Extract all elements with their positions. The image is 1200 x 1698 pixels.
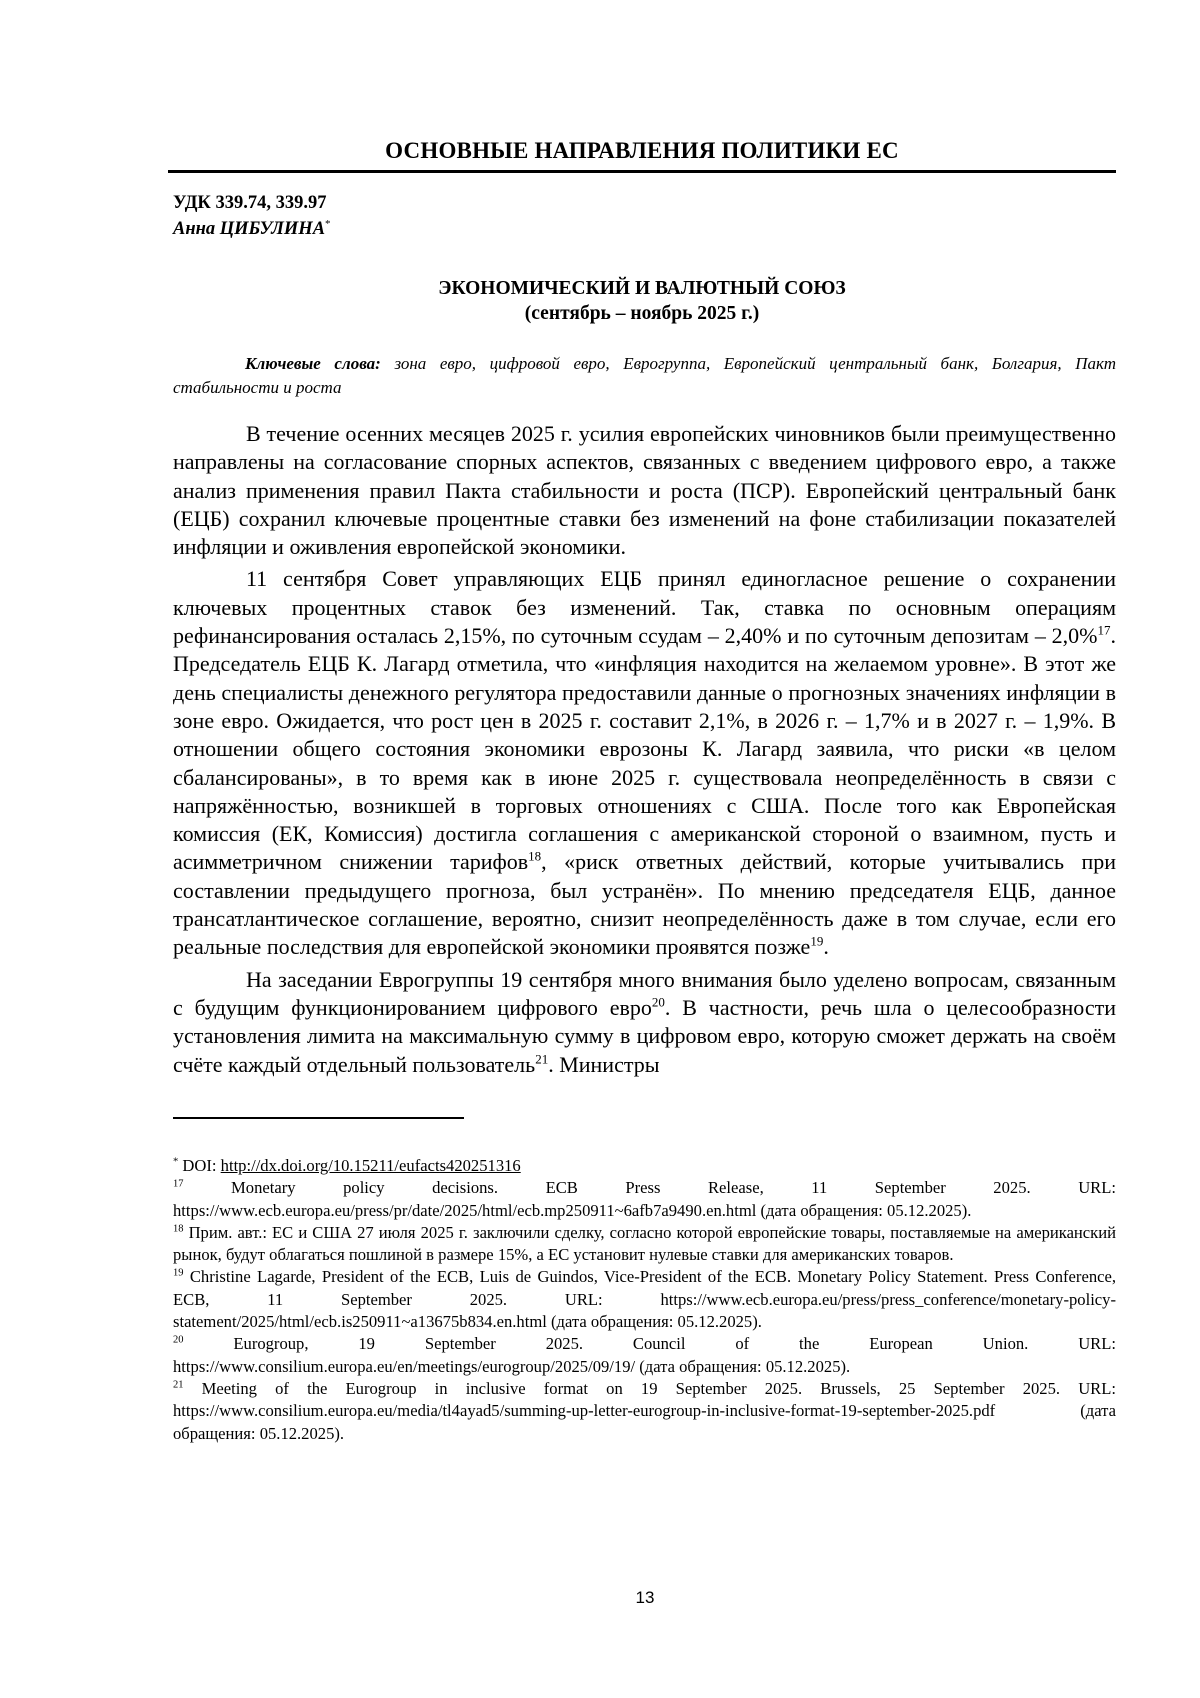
- keywords-text: зона евро, цифровой евро, Еврогруппа, Европейский центральный банк, Болгария, Пакт стабильности и роста: [173, 354, 1117, 397]
- title-line-2: (сентябрь – ноябрь 2025 г.): [524, 303, 760, 324]
- footnote-20-number: 20: [173, 1334, 184, 1346]
- footnote-18: [173, 1222, 1116, 1267]
- footnote-ref-21: 21: [535, 1051, 549, 1067]
- author-name: [173, 218, 331, 240]
- footnote-doi: [173, 1155, 1116, 1177]
- author-footnote-mark: *: [325, 218, 331, 230]
- footnote-20-text: Eurogroup, 19 September 2025. Council of the European Union. URL: https://www.consilium.europa.eu/en/meetings/eurogroup/2025/09/19/ (дата обращения: 05.12.2025).: [173, 1334, 1116, 1376]
- keywords-label: Ключевые слова:: [245, 354, 381, 373]
- footnote-21-text: Meeting of the Eurogroup in inclusive format on 19 September 2025. Brussels, 25 September 2025. URL: https://www.consilium.europa.eu/media/tl4ayad5/summing-up-letter-eurogroup-in-inclusive-format-19-september-2025.pdf (дата обращения: 05.12.2025).: [173, 1378, 1116, 1443]
- footnote-ref-20: 20: [651, 994, 665, 1010]
- footnote-19-text: Christine Lagarde, President of the ECB, Luis de Guindos, Vice-President of the ECB. Monetary Policy Statement. Press Conference, ECB, 11 September 2025. URL: https://www.ecb.europa.eu/press/press_conference/monetary-policy-statement/2025/html/ecb.is250911~a13675b834.en.html (дата обращения: 05.12.2025).: [173, 1267, 1116, 1332]
- article-body: [173, 420, 1116, 1083]
- title-line-1: ЭКОНОМИЧЕСКИЙ И ВАЛЮТНЫЙ СОЮЗ: [438, 278, 846, 299]
- footnote-17: [173, 1177, 1116, 1222]
- paragraph-3-text-a: На заседании Еврогруппы 19 сентября много внимания было уделено вопросам, связанным с будущим функционированием цифрового евро: [173, 966, 1116, 1020]
- author-name-text: Анна ЦИБУЛИНА: [173, 219, 326, 240]
- paragraph-1: В течение осенних месяцев 2025 г. усилия европейских чиновников были преимущественно направлены на согласование спорных аспектов, связанных с введением цифрового евро, а также анализ применения правил Пакта стабильности и роста (ПСР). Европейский центральный банк (ЕЦБ) сохранил ключевые процентные ставки без изменений на фоне стабилизации показателей инфляции и оживления европейской экономики.: [173, 421, 1116, 560]
- footnote-17-number: 17: [173, 1178, 184, 1190]
- footnote-18-text: Прим. авт.: ЕС и США 27 июля 2025 г. заключили сделку, согласно которой европейские товары, поставляемые на американский рынок, будут облагаться пошлиной в размере 15%, а ЕС установит нулевые ставки для американских товаров.: [173, 1222, 1116, 1265]
- udk-code: УДК 339.74, 339.97: [173, 193, 327, 213]
- doi-link[interactable]: http://dx.doi.org/10.15211/eufacts420251316: [220, 1156, 521, 1175]
- paragraph-3-text-b: . В частности, речь шла о целесообразности установления лимита на максимальную сумму в цифровом евро, которую сможет держать на своём счёте каждый отдельный пользователь: [173, 994, 1116, 1077]
- footnote-18-number: 18: [173, 1223, 184, 1235]
- footnote-separator: [173, 1117, 464, 1119]
- paragraph-2-text-d: .: [823, 934, 829, 960]
- footnote-ref-18: 18: [528, 849, 542, 865]
- paragraph-3: [173, 966, 1116, 1079]
- footnote-21: [173, 1378, 1116, 1445]
- paragraph-2-text-b: . Председатель ЕЦБ К. Лагард отметила, что «инфляция находится на желаемом уровне». В этот же день специалисты денежного регулятора предоставили данные о прогнозных значениях инфляции в зоне евро. Ожидается, что рост цен в 2025 г. составит 2,1%, в 2026 г. – 1,7% и в 2027 г. – 1,9%. В отношении общего состояния экономики еврозоны К. Лагард заявила, что риски «в целом сбалансированы», в то время как в июне 2025 г. существовала неопределённость в связи с напряжённостью, возникшей в торговых отношениях с США. После того как Европейская комиссия (ЕК, Комиссия) достигла соглашения с американской стороной о взаимном, пусть и асимметричном снижении тарифов: [173, 623, 1116, 875]
- footnote-19-number: 19: [173, 1267, 184, 1279]
- footnote-17-text: Monetary policy decisions. ECB Press Release, 11 September 2025. URL: https://www.ecb.europa.eu/press/pr/date/2025/html/ecb.mp250911~6afb7a9490.en.html (дата обращения: 05.12.2025).: [173, 1178, 1116, 1220]
- footnote-19: [173, 1266, 1116, 1333]
- footnote-doi-label: DOI:: [178, 1156, 221, 1175]
- page-number: 13: [635, 1588, 655, 1607]
- paragraph-3-text-c: . Министры: [548, 1051, 660, 1077]
- footnotes: [173, 1155, 1116, 1445]
- paragraph-2-text-a: 11 сентября Совет управляющих ЕЦБ принял единогласное решение о сохранении ключевых процентных ставок без изменений. Так, ставка по основным операциям рефинансирования осталась 2,15%, по суточным ссудам – 2,40% и по суточным депозитам – 2,0%: [173, 566, 1116, 649]
- footnote-ref-19: 19: [810, 934, 824, 950]
- article-title: [168, 276, 1116, 326]
- footnote-21-number: 21: [173, 1379, 184, 1391]
- header-rule: [168, 170, 1116, 173]
- section-header: ОСНОВНЫЕ НАПРАВЛЕНИЯ ПОЛИТИКИ ЕС: [385, 138, 899, 163]
- keywords: [173, 352, 1116, 399]
- paragraph-2: [173, 565, 1116, 961]
- footnote-ref-17: 17: [1097, 622, 1111, 638]
- footnote-doi-mark: *: [173, 1156, 179, 1168]
- paragraph-2-text-c: , «риск ответных действий, которые учитывались при составлении предыдущего прогноза, был устранён». По мнению председателя ЕЦБ, данное трансатлантическое соглашение, вероятно, снизит неопределённость даже в том случае, если его реальные последствия для европейской экономики проявятся позже: [173, 849, 1117, 960]
- footnote-20: [173, 1333, 1116, 1378]
